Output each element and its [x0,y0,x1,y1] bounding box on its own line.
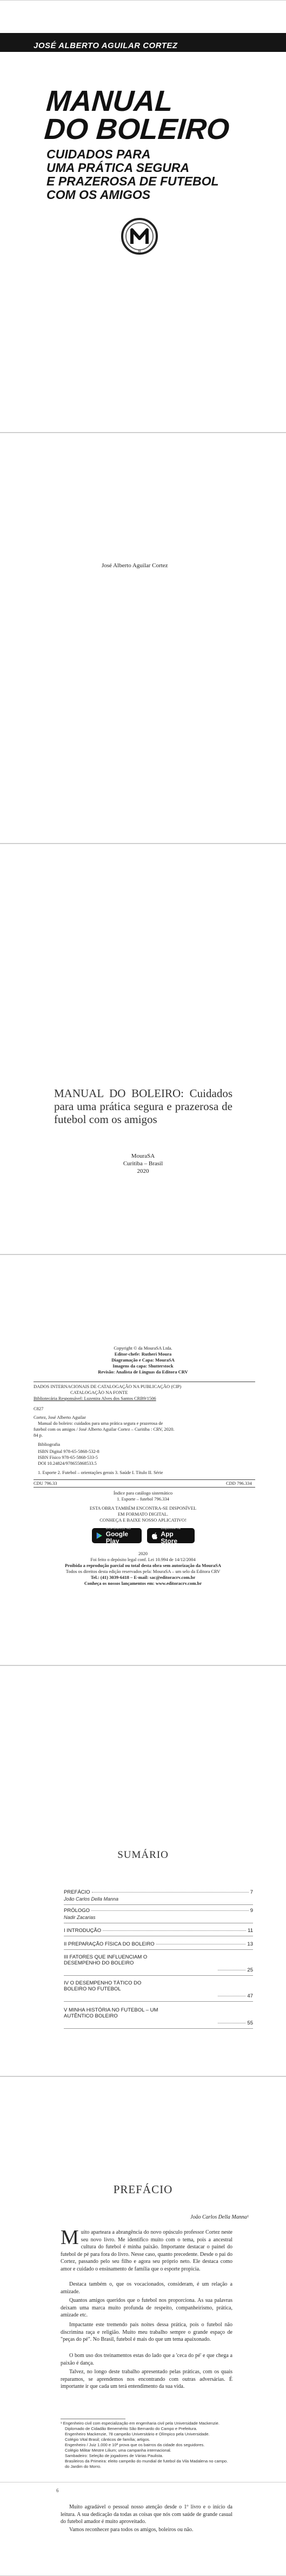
cover-subtitle-line: E PRAZEROSA DE FUTEBOL [46,174,219,188]
google-play-label: Google Play [105,1530,129,1545]
app-store-small: Disponível na [161,1526,181,1530]
toc-divider [64,2028,253,2029]
toc-label: III FATORES QUE INFLUENCIAM O DESEMPENHO DO BOLEIRO [64,1954,148,1966]
summary-title: SUMÁRIO [117,1849,169,1861]
toc-label: I INTRODUÇÃO [64,1928,102,1934]
cip-header: DADOS INTERNACIONAIS DE CATALOGAÇÃO NA PUBLICAÇÃO (CIP) [34,1384,182,1389]
preface-paragraph: Quantos amigos queridos que o futebol nos proporciona. As sua palavras deixam uma marca muito profunda de respeito, companheirismo, prática, amizade etc. [61,2298,232,2318]
index-title: Índice para catálogo sistemático [113,1490,173,1496]
isbn-digital: ISBN Digital 978-65-5868-532-8 [38,1449,99,1454]
publisher-logo-icon [120,217,159,256]
toc-page: 25 [247,1967,253,1973]
title-page-title: MANUAL DO BOLEIRO: Cuidados para uma prática segura e prazerosa de futebol com os amigos [54,1087,232,1126]
cover-title [43,87,263,143]
review-line: Revisão: Analista de Línguas da Editora CRV [98,1369,188,1375]
toc-page: 7 [250,1889,253,1895]
toc-page: 47 [247,1993,253,1999]
drop-cap: M [61,2226,79,2249]
cip-rule [34,1479,255,1480]
toc-page: 11 [248,1928,253,1934]
preface-paragraph [61,2226,232,2273]
footnote-line: Diplomado de Cidadão Benemérito São Bernardo do Campo e Prefeitura. [65,2426,197,2431]
cover-subtitle-line: CUIDADOS PARA [46,147,151,161]
preface-paragraph: O bom uso dos treinamentos estas do lado que a 'ceca do pé' e que chega a paixão é dança. [61,2353,232,2366]
cip-code: C827 [34,1406,44,1411]
footnote-line: ¹ Engenheiro civil com especialização em engenharia civil pela Universidade Mackenzie. [61,2421,220,2426]
footnote-line: Colégio Militar Mestre Lilium; uma campanha internacional. [65,2448,171,2453]
toc-author: João Carlos Della Manna [64,1896,119,1902]
continuation-paragraph: Muito agradável o pessoal nosso atenção desde o 1º livro e o início da leitura. A sua dedicação da todas as coisas que nós com saúde de grande casual do futebol amador é muito aproveitado. [61,2504,232,2525]
toc-divider [64,1975,253,1976]
half-title-author: José Alberto Aguilar Cortez [102,562,168,569]
cover-page [0,0,286,433]
toc-label: PRÓLOGO [64,1908,90,1914]
apple-icon [151,1532,157,1540]
toc-entry[interactable] [64,1908,253,1914]
cover-subtitle [46,148,220,202]
toc-entry[interactable] [64,2007,172,2019]
toc-page: 9 [250,1908,253,1914]
toc-entry[interactable] [64,1941,253,1947]
toc-page-row [216,2020,253,2026]
publisher-name: MouraSA [131,1153,155,1159]
footnote-line: Colégio Vital Brasil; cânticos de família; artigos. [65,2437,150,2442]
toc-author: Nadir Zacarias [64,1915,96,1920]
ebook-note: CONHEÇA E BAIXE NOSSO APLICATIVO! [99,1517,187,1523]
index-entry: 1. Esporte – futebol 796.334 [117,1496,169,1502]
toc-entry[interactable] [64,1980,161,1992]
cip-header: CATALOGAÇÃO NA FONTE [70,1390,128,1395]
play-store-icon [96,1531,103,1540]
cip-body-line: 84 p. [34,1432,43,1438]
title-page [0,844,286,1254]
footnote-line: Brasileiros da Primeira: eleito campeão do mundial de futebol da Vila Madalena no campo. [65,2459,228,2464]
cip-body-line: Manual do boleiro: cuidados para uma prática segura e prazerosa de [38,1420,163,1426]
toc-label: II PREPARAÇÃO FÍSICA DO BOLEIRO [64,1941,155,1947]
cover-author: JOSÉ ALBERTO AGUILAR CORTEZ [34,41,178,50]
footnote-line: Sambadeiro: Seleção de jogadores de Várias Paulista. [65,2453,163,2458]
cover-images-line: Imagens da capa: Shutterstock [112,1363,174,1369]
rights-note: Todos os direitos desta edição reservados pela: MouraSA – um selo da Editora CRV [65,1569,221,1574]
preface-paragraph: Impactante este tremendo pais noites dessa prática, pois o futebol não discrimina raça e religião. Muito meu trabalho sempre o grande espaço de "peças do pé". No Brasil, futebol é mais do que um tema apaixonado. [61,2322,232,2342]
toc-entry[interactable] [64,1928,253,1934]
app-store-badge[interactable] [147,1528,195,1543]
cdd-code: CDD 796.334 [226,1480,252,1486]
cdu-code: CDU 796.33 [34,1480,57,1486]
contact-line[interactable]: Tel.: (41) 3039-6418 – E-mail: sac@editoracrv.com.br [90,1575,196,1580]
cover-subtitle-line: UMA PRÁTICA SEGURA [46,161,190,175]
cip-body-line: futebol com os amigos / José Alberto Aguilar Cortez – Curitiba : CRV, 2020. [34,1426,175,1432]
continuation-paragraph: Vamos reconhecer para todos os amigos, boleiros ou não. [69,2527,194,2533]
ebook-note: ESTA OBRA TAMBÉM ENCONTRA-SE DISPONÍVEL [89,1505,197,1511]
toc-divider [64,2001,253,2002]
toc-entry[interactable] [64,1889,253,1895]
cip-subjects: 1. Esporte 2. Futebol – orientações gerais 3. Saúde I. Título II. Série [38,1470,163,1475]
toc-entry[interactable] [64,1954,172,1966]
cip-body-line: Bibliografia [38,1442,61,1447]
preface-title: PREFÁCIO [113,2183,173,2196]
copyright-year: 2020 [138,1551,148,1556]
app-store-label: App Store [161,1530,178,1545]
copyright-line: Copyright © da MouraSA Ltda. [114,1345,172,1351]
publisher-city: Curitiba – Brasil [123,1160,163,1167]
editor-line: Editor-chefe: Rutheri Moura [114,1351,172,1357]
google-play-badge[interactable] [92,1528,142,1543]
toc-page: 55 [247,2020,253,2026]
preface-paragraph-text: uito aparteara a abrangência do novo opúsculo professor Cortez neste seu novo livro. Me identifico muito com o tema, pois a ancestral cultura do futebol é minha paixão. Importante destacar o painel do futebol de pé para fora do livro. Nesse caso, quanto precedente. Desde o pai do Cortez, passando pelo seu filho e agora seu próprio neto. Ele destaca como amor e cuidado o ensinamento de família que o esporte propicia. [61,2229,232,2272]
isbn-print: ISBN Físico 978-65-5868-533-5 [38,1455,98,1460]
cip-body-line: Cortez, José Alberto Aguilar [34,1415,86,1420]
preface-author: João Carlos Della Manna¹ [190,2214,249,2220]
toc-page: 13 [247,1941,253,1947]
toc-label: V MINHA HISTÓRIA NO FUTEBOL – UM AUTÊNTICO BOLEIRO [64,2007,158,2019]
google-play-small: DISPONÍVEL NO [105,1526,131,1530]
cover-subtitle-line: COM OS AMIGOS [46,188,151,202]
toc-divider [64,1949,253,1950]
toc-page-row [216,1993,253,1999]
footnote-line: do Jardim do Morro. [65,2464,102,2469]
toc-label: PREFÁCIO [64,1889,90,1895]
toc-page-row [216,1967,253,1973]
preface-paragraph: Destaca também o, que os vocacionados, consideram, é um relação a amizade. [61,2281,232,2295]
website-line[interactable]: Conheça os nossos lançamentos em: www.editoracrv.com.br [84,1581,202,1586]
logo-letter: M [138,250,141,254]
footnote-line: Engenheiro Mackenzie, 78 campeão Universitário e Olímpico pela Universidade. [65,2432,210,2436]
page-number: 6 [56,2488,59,2493]
cip-rule [34,1487,255,1488]
toc-label: IV O DESEMPENHO TÁTICO DO BOLEIRO NO FUTEBOL [64,1980,142,1992]
half-title-page [0,433,286,844]
publication-year: 2020 [137,1168,149,1174]
cover-title-line1: MANUAL [45,85,174,117]
footnote-line: Engenheiro / Juiz 1.000 e 10ª prova que os bairros da cidade dos seguidores. [65,2442,205,2447]
cover-title-line2: DO BOLEIRO [43,113,231,145]
preface-paragraph: Talvez, no longo deste trabalho apresentado pelas práticas, com os quais reparamos, se aprendemos nos encontrando com outras adversárias. É importante ir que cada um terá entendimento da sua vida. [61,2369,232,2389]
legal-deposit: Foi feito o depósito legal conf. Lei 10.994 de 14/12/2004 [90,1557,196,1562]
layout-line: Diagramação e Capa: MouraSA [111,1357,175,1363]
doi: DOI 10.24824/978655868533.5 [38,1460,97,1466]
rights-note: Proibida a reprodução parcial ou total desta obra sem autorização da MouraSA [64,1563,222,1568]
cip-header: Bibliotecária Responsável: Luzenira Alves dos Santos CRB9/1506 [34,1396,156,1401]
ebook-note: EM FORMATO DIGITAL. [117,1511,169,1517]
toc-divider [64,1904,253,1905]
